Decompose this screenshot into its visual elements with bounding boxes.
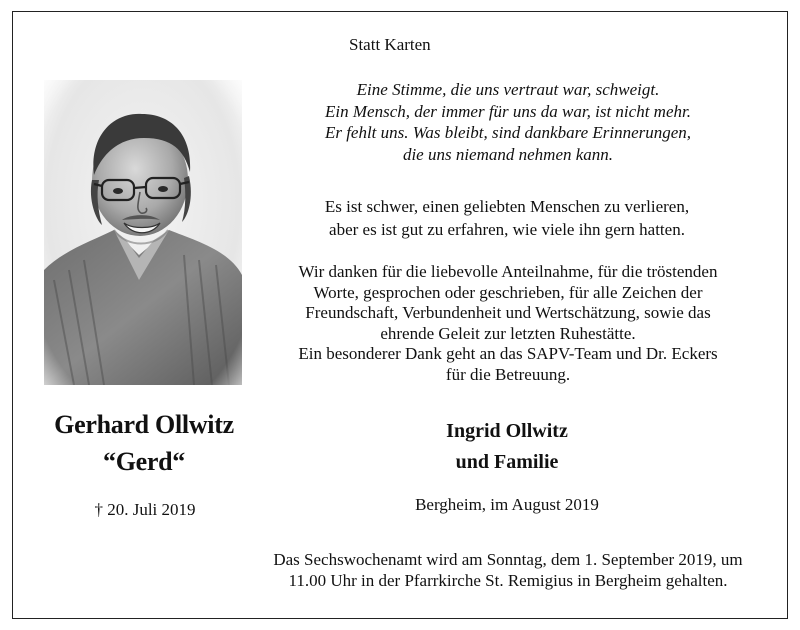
mass-notice <box>273 549 742 591</box>
poem-line: Ein Mensch, der immer für uns da war, ist nicht mehr. <box>325 101 691 121</box>
signer-name: Ingrid Ollwitz <box>446 420 568 442</box>
mass-notice-line: 11.00 Uhr in der Pfarrkirche St. Remigius in Bergheim gehalten. <box>288 571 728 590</box>
place-date: Bergheim, im August 2019 <box>415 495 599 514</box>
message-line: Freundschaft, Verbundenheit und Wertschätzung, sowie das <box>305 303 711 322</box>
message-line: aber es ist gut zu erfahren, wie viele ihn gern hatten. <box>329 220 685 239</box>
poem-line: Eine Stimme, die uns vertraut war, schweigt. <box>356 80 660 99</box>
poem-line: die uns niemand nehmen kann. <box>402 144 614 164</box>
message-paragraph-2 <box>298 262 717 385</box>
message-line: ehrende Geleit zur letzten Ruhestätte. <box>380 323 636 343</box>
message-line: Es ist schwer, einen geliebten Menschen zu verlieren, <box>324 197 690 216</box>
message-line: Worte, gesprochen oder geschrieben, für alle Zeichen der <box>313 282 703 302</box>
deceased-nickname: “Gerd“ <box>103 447 185 476</box>
deceased-name: Gerhard Ollwitz <box>54 410 234 439</box>
message-line: Ein besonderer Dank geht an das SAPV-Team und Dr. Eckers <box>298 344 718 363</box>
message-paragraph-1 <box>325 195 689 241</box>
poem <box>325 79 691 165</box>
signer-family: und Familie <box>455 451 559 473</box>
header-note: Statt Karten <box>349 35 431 54</box>
message-line: Wir danken für die liebevolle Anteilnahme, für die tröstenden <box>298 262 718 281</box>
poem-line: Er fehlt uns. Was bleibt, sind dankbare Erinnerungen, <box>324 123 692 142</box>
mass-notice-line: Das Sechswochenamt wird am Sonntag, dem 1. September 2019, um <box>273 550 743 569</box>
message-line: für die Betreuung. <box>445 364 571 384</box>
portrait-photo <box>44 80 242 385</box>
death-date: † 20. Juli 2019 <box>94 500 196 519</box>
